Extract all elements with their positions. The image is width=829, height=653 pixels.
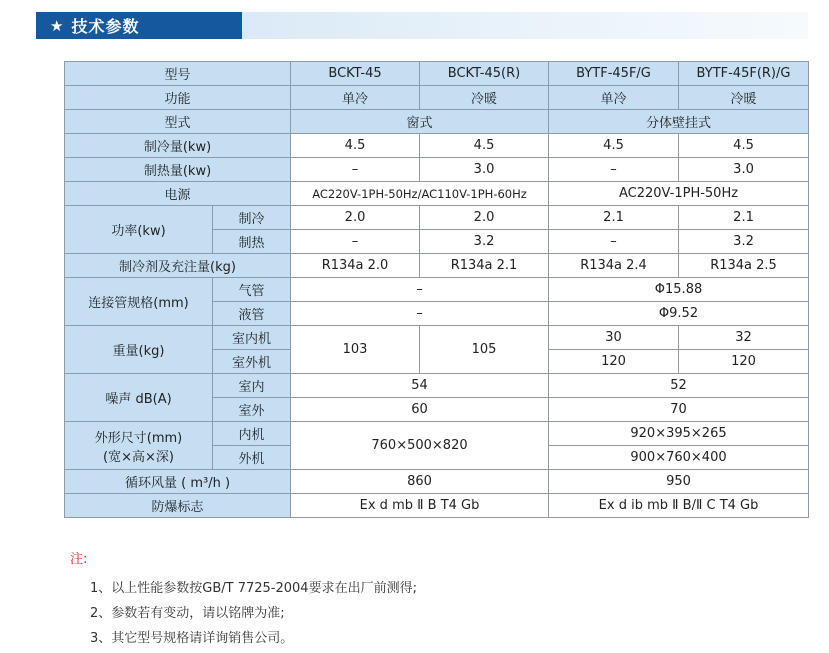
function-cell: 冷暖 [420,86,549,110]
value-cell: 70 [549,398,809,422]
table-row-refrigerant [65,254,809,278]
type-cell: 窗式 [291,110,549,134]
row-header: 制冷剂及充注量(kg) [65,254,291,278]
value-cell: 3.0 [420,158,549,182]
value-cell: 105 [420,326,549,374]
note-item: 3、其它型号规格请详询销售公司。 [90,631,294,646]
value-cell: 4.5 [679,134,809,158]
table-row-dimensions-indoor [65,422,809,446]
table-row-airflow [65,470,809,494]
row-header-line: 外形尺寸(mm) [94,430,183,446]
value-cell: AC220V-1PH-50Hz/AC110V-1PH-60Hz [291,182,549,206]
value-cell: – [291,278,549,302]
sub-header: 室外 [213,398,291,422]
table-row-type [65,110,809,134]
value-cell: R134a 2.5 [679,254,809,278]
row-header: 型号 [65,62,291,86]
row-header: 制冷量(kw) [65,134,291,158]
sub-header: 制热 [213,230,291,254]
notes-heading: 注: [70,552,88,567]
sub-header: 室外机 [213,350,291,374]
value-cell: 920×395×265 [549,422,809,446]
row-header: 循环风量 ( m³/h ) [65,470,291,494]
function-cell: 单冷 [549,86,679,110]
value-cell: R134a 2.0 [291,254,420,278]
type-cell: 分体壁挂式 [549,110,809,134]
table-row-noise-indoor [65,374,809,398]
section-title-tab [36,12,242,39]
row-header: 功能 [65,86,291,110]
sub-header: 液管 [213,302,291,326]
value-cell: 950 [549,470,809,494]
row-header: 防爆标志 [65,494,291,518]
model-cell: BYTF-45F/G [549,62,679,86]
value-cell: 3.0 [679,158,809,182]
row-header: 噪声 dB(A) [65,374,213,422]
value-cell: R134a 2.4 [549,254,679,278]
value-cell: 860 [291,470,549,494]
sub-header: 制冷 [213,206,291,230]
table-row-weight-indoor [65,326,809,350]
value-cell: 4.5 [549,134,679,158]
value-cell: 120 [549,350,679,374]
row-header: 功率(kw) [65,206,213,254]
sub-header: 外机 [213,446,291,470]
model-cell: BCKT-45 [291,62,420,86]
value-cell: – [549,230,679,254]
row-header-line: (宽×高×深) [103,449,174,465]
section-title: 技术参数 [71,17,140,36]
value-cell: – [291,158,420,182]
value-cell: 30 [549,326,679,350]
spec-table [64,61,809,518]
value-cell: 32 [679,326,809,350]
value-cell: 2.0 [420,206,549,230]
value-cell: Ex d ib mb Ⅱ B/Ⅱ C T4 Gb [549,494,809,518]
star-icon: ★ [50,16,64,35]
row-header [65,422,213,470]
value-cell: Ex d mb Ⅱ B T4 Gb [291,494,549,518]
value-cell: 60 [291,398,549,422]
row-header: 型式 [65,110,291,134]
table-row-pipe-gas [65,278,809,302]
value-cell: 52 [549,374,809,398]
value-cell: 760×500×820 [291,422,549,470]
row-header: 电源 [65,182,291,206]
table-row-model [65,62,809,86]
value-cell: 3.2 [679,230,809,254]
value-cell: 103 [291,326,420,374]
value-cell: AC220V-1PH-50Hz [549,182,809,206]
table-row-rated-power-cool [65,206,809,230]
value-cell: 2.1 [679,206,809,230]
row-header: 制热量(kw) [65,158,291,182]
value-cell: 120 [679,350,809,374]
value-cell: 4.5 [420,134,549,158]
model-cell: BYTF-45F(R)/G [679,62,809,86]
value-cell: – [549,158,679,182]
note-item: 1、以上性能参数按GB/T 7725-2004要求在出厂前测得; [90,581,417,596]
function-cell: 单冷 [291,86,420,110]
value-cell: 900×760×400 [549,446,809,470]
value-cell: – [291,230,420,254]
function-cell: 冷暖 [679,86,809,110]
table-row-explosion-proof [65,494,809,518]
table-row-heating [65,158,809,182]
sub-header: 气管 [213,278,291,302]
table-row-cooling [65,134,809,158]
value-cell: 2.0 [291,206,420,230]
value-cell: 2.1 [549,206,679,230]
notes [70,548,417,651]
value-cell: 54 [291,374,549,398]
model-cell: BCKT-45(R) [420,62,549,86]
value-cell: Φ9.52 [549,302,809,326]
row-header: 重量(kg) [65,326,213,374]
value-cell: 3.2 [420,230,549,254]
sub-header: 内机 [213,422,291,446]
table-row-function [65,86,809,110]
value-cell: 4.5 [291,134,420,158]
sub-header: 室内机 [213,326,291,350]
value-cell: – [291,302,549,326]
value-cell: R134a 2.1 [420,254,549,278]
section-banner [36,12,808,39]
table-row-power-supply [65,182,809,206]
sub-header: 室内 [213,374,291,398]
note-item: 2、参数若有变动，请以铭牌为准; [90,606,285,621]
row-header: 连接管规格(mm) [65,278,213,326]
value-cell: Φ15.88 [549,278,809,302]
